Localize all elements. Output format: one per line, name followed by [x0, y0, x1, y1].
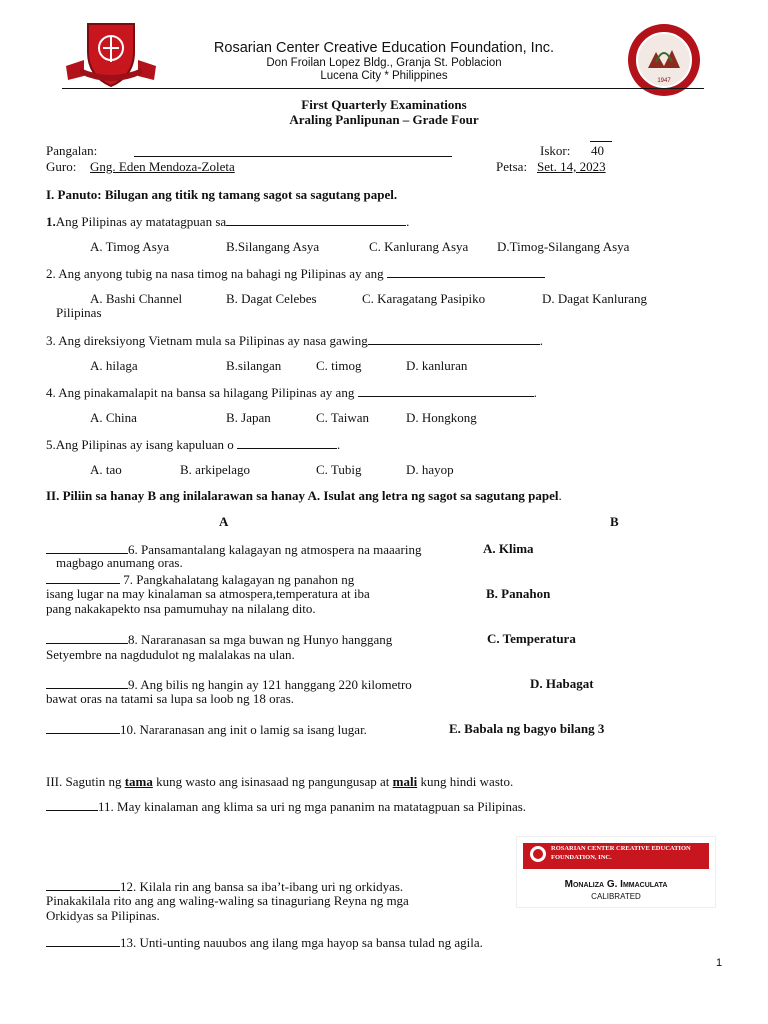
question-4: 4. Ang pinakamalapit na bansa sa hilagang Pilipinas ay ang . [46, 385, 537, 400]
tama-word: tama [124, 774, 153, 789]
item-10-blank[interactable] [46, 721, 120, 734]
item-7-blank[interactable] [46, 571, 120, 584]
question-3: 3. Ang direksiyong Vietnam mula sa Pilipinas ay nasa gawing . [46, 333, 544, 348]
item-11-text: 11. May kinalaman ang klima sa uri ng mga pananim na matatagpuan sa Pilipinas. [98, 799, 527, 814]
q5-choice-c[interactable]: C. Tubig [316, 462, 362, 477]
q4-choice-b[interactable]: B. Japan [226, 410, 271, 425]
address-line-2: Lucena City * Philippines [320, 70, 448, 82]
part2-heading-text: II. Piliin sa hanay B ang inilalarawan sa hanay A. Isulat ang letra ng sagot sa sagutang papel [46, 488, 559, 503]
q3-choice-b[interactable]: B.silangan [226, 358, 282, 373]
q1-choice-d[interactable]: D.Timog-Silangang Asya [497, 239, 630, 254]
part3-heading-1: III. Sagutin ng [46, 774, 125, 789]
q4-choice-a[interactable]: A. China [90, 410, 137, 425]
q1-number: 1. [46, 214, 56, 229]
part3-heading-3: kung hindi wasto. [417, 774, 514, 789]
item-11 [46, 798, 526, 815]
column-a-header: A [219, 514, 229, 529]
item-9-blank[interactable] [46, 676, 128, 689]
q5-choice-a[interactable]: A. tao [90, 462, 122, 477]
part3-heading-2: kung wasto ang isinasaad ng pangungusap at [152, 774, 393, 789]
answer-a: A. Klima [483, 541, 534, 556]
q3-blank[interactable] [368, 332, 540, 345]
item-9-line1: 9. Ang bilis ng hangin ay 121 hanggang 220 kilometro [128, 677, 412, 692]
part2-heading: II. Piliin sa hanay B ang inilalarawan sa hanay A. Isulat ang letra ng sagot sa sagutang papel. [46, 488, 562, 503]
q2-choice-a[interactable]: A. Bashi Channel [90, 291, 183, 306]
item-7-line1: 7. Pangkahalatang kalagayan ng panahon ng [120, 572, 355, 587]
q2-choice-d[interactable]: D. Dagat Kanlurang [542, 291, 648, 306]
item-13-text: 13. Unti-unting nauubos ang ilang mga hayop sa bansa tulad ng agila. [120, 935, 483, 950]
stamp-logo [529, 845, 547, 863]
item-6-line2: magbago anumang oras. [56, 555, 183, 570]
q4-choice-d[interactable]: D. Hongkong [406, 410, 477, 425]
item-10-line1: 10. Nararanasan ang init o lamig sa isang lugar. [120, 722, 367, 737]
date-value: Set. 14, 2023 [537, 159, 606, 174]
item-7-line2: isang lugar na may kinalaman sa atmospera,temperatura at iba [46, 586, 370, 601]
item-8-blank[interactable] [46, 631, 128, 644]
item-6-blank[interactable] [46, 541, 128, 554]
question-2 [46, 265, 545, 282]
q1-text: Ang Pilipinas ay matatagpuan sa [55, 214, 227, 229]
stamp-org-line2: FOUNDATION, INC. [551, 854, 612, 861]
q3-text: 3. Ang direksiyong Vietnam mula sa Pilipinas ay nasa gawing [46, 333, 368, 348]
q1-choice-b[interactable]: B.Silangang Asya [226, 239, 320, 254]
score-line [590, 141, 612, 142]
item-12-line2: Pinakakilala rito ang ang waling-waling sa tinaguriang Reyna ng mga [46, 893, 409, 908]
header-divider [62, 88, 704, 89]
q1-choice-a[interactable]: A. Timog Asya [90, 239, 170, 254]
q1-blank[interactable] [226, 213, 406, 226]
answer-b: B. Panahon [486, 586, 551, 601]
name-label: Pangalan: [46, 143, 98, 158]
address-line-1: Don Froilan Lopez Bldg., Granja St. Poblacion [266, 57, 502, 69]
q2-choice-c[interactable]: C. Karagatang Pasipiko [362, 291, 486, 306]
mali-word: mali [392, 774, 418, 789]
exam-title: First Quarterly Examinations [301, 97, 467, 112]
q5-blank[interactable] [237, 436, 337, 449]
q3-choice-a[interactable]: A. hilaga [90, 358, 138, 373]
answer-e: E. Babala ng bagyo bilang 3 [449, 721, 605, 736]
item-12-line1: 12. Kilala rin ang bansa sa iba’t-ibang uri ng orkidyas. [120, 879, 404, 894]
item-9-line2: bawat oras na tatami sa lupa sa loob ng 18 oras. [46, 691, 295, 706]
calibration-stamp [516, 836, 716, 908]
q5-number: 5. [46, 437, 56, 452]
part1-heading: I. Panuto: Bilugan ang titik ng tamang sagot sa sagutang papel. [46, 187, 398, 202]
seal-year: 1947 [657, 78, 671, 84]
q5-text: Ang Pilipinas ay isang kapuluan o [55, 437, 234, 452]
q2-choice-b[interactable]: B. Dagat Celebes [226, 291, 317, 306]
org-name: Rosarian Center Creative Education Foundation, Inc. [213, 40, 555, 56]
page-number: 1 [716, 957, 723, 969]
item-10 [46, 721, 367, 738]
q3-choice-c[interactable]: C. timog [316, 358, 362, 373]
column-b-header: B [610, 514, 619, 529]
item-6-line1: 6. Pansamantalang kalagayan ng atmospera na maaaring [128, 542, 422, 557]
q4-text: 4. Ang pinakamalapit na bansa sa hilagang Pilipinas ay ang [46, 385, 355, 400]
name-blank[interactable] [134, 144, 452, 157]
teacher-value: Gng. Eden Mendoza-Zoleta [90, 159, 235, 174]
stamp-status: CALIBRATED [591, 892, 641, 901]
q2-text: 2. Ang anyong tubig na nasa timog na bahagi ng Pilipinas ay ang [46, 266, 384, 281]
stamp-name: Monaliza G. Immaculata [564, 879, 668, 890]
q4-blank[interactable] [358, 384, 534, 397]
q3-choice-d[interactable]: D. kanluran [406, 358, 468, 373]
question-1: 1.Ang Pilipinas ay matatagpuan sa . [46, 214, 410, 229]
question-5: 5.Ang Pilipinas ay isang kapuluan o . [46, 437, 341, 452]
teacher-label: Guro: [46, 159, 77, 174]
answer-c: C. Temperatura [487, 631, 576, 646]
q4-choice-c[interactable]: C. Taiwan [316, 410, 370, 425]
part3-heading [46, 774, 513, 790]
item-11-blank[interactable] [46, 798, 98, 811]
item-12-blank[interactable] [46, 878, 120, 891]
q1-choice-c[interactable]: C. Kanlurang Asya [369, 239, 469, 254]
item-8-line1: 8. Nararanasan sa mga buwan ng Hunyo hanggang [128, 632, 393, 647]
item-13 [46, 934, 483, 951]
q5-choice-d[interactable]: D. hayop [406, 462, 454, 477]
stamp-org-line1: ROSARIAN CENTER CREATIVE EDUCATION [551, 845, 691, 852]
item-7-line3: pang nakakapekto nsa pamumuhay na nilalang dito. [46, 601, 316, 616]
item-8-line2: Setyembre na nagdudulot ng malalakas na ulan. [46, 647, 295, 662]
item-12-line3: Orkidyas sa Pilipinas. [46, 908, 160, 923]
item-8 [46, 631, 392, 648]
answer-d: D. Habagat [530, 676, 594, 691]
q2-choice-d-wrap: Pilipinas [56, 305, 102, 320]
score-label: Iskor: [540, 143, 571, 158]
q5-choice-b[interactable]: B. arkipelago [180, 462, 251, 477]
item-13-blank[interactable] [46, 934, 120, 947]
q2-blank[interactable] [387, 265, 545, 278]
date-label: Petsa: [496, 159, 528, 174]
score-value: 40 [591, 143, 604, 158]
exam-subject: Araling Panlipunan – Grade Four [289, 112, 479, 127]
